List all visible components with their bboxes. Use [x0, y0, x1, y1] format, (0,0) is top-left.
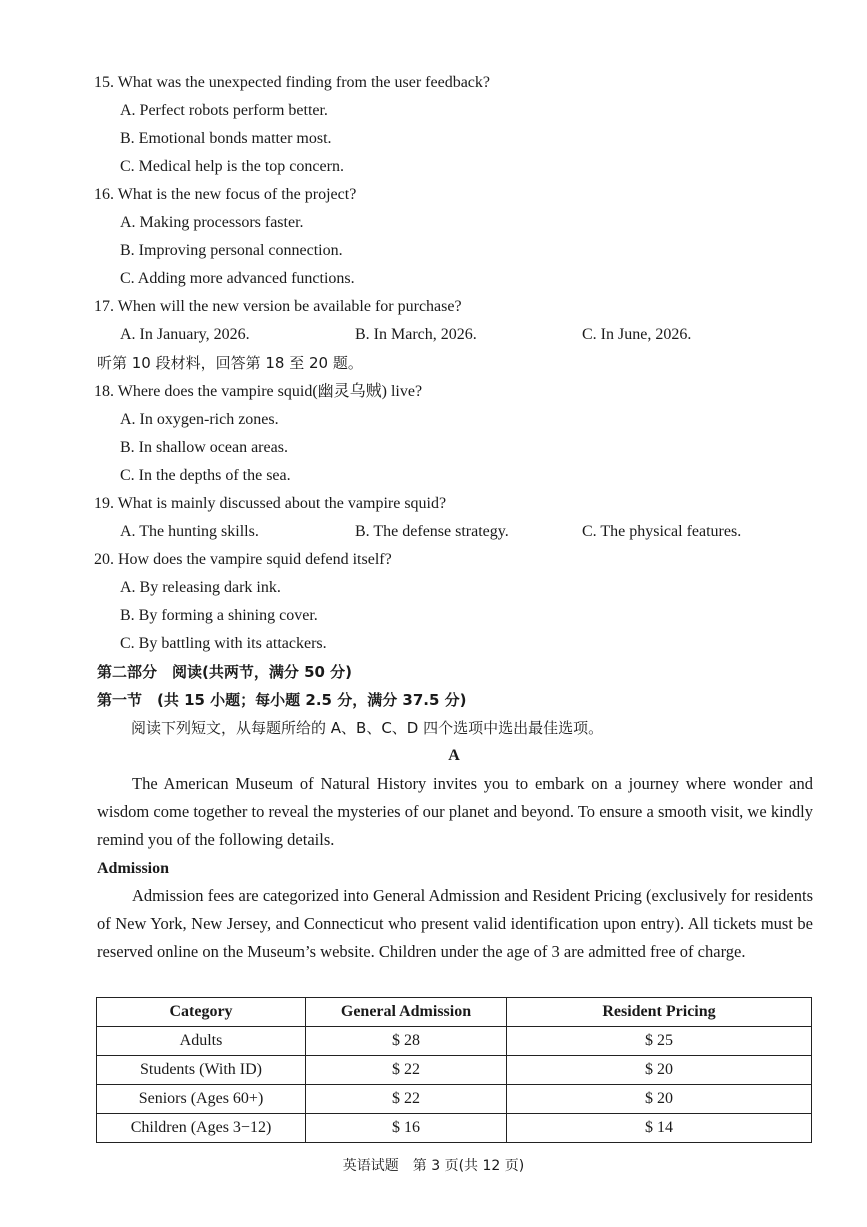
- row-general-price: $ 22: [306, 1085, 507, 1114]
- question-15-option-c: C. Medical help is the top concern.: [120, 158, 344, 175]
- question-18-stem: 18. Where does the vampire squid(幽灵乌贼) live?: [94, 383, 423, 400]
- row-category: Students (With ID): [97, 1056, 306, 1085]
- row-category: Children (Ages 3−12): [97, 1114, 306, 1143]
- passage-intro: The American Museum of Natural History invites you to embark on a journey where wonder and wisdom come together to reveal the mysteries of our planet and beyond. To ensure a smooth visit, we kindly remind you of the following details.: [97, 774, 813, 849]
- row-general-price: $ 22: [306, 1056, 507, 1085]
- question-20-option-c: C. By battling with its attackers.: [120, 635, 327, 652]
- table-row: [97, 1085, 812, 1114]
- page-footer: 英语试题 第 3 页(共 12 页): [342, 1158, 525, 1174]
- header-category: Category: [97, 998, 306, 1027]
- admission-text: Admission fees are categorized into General Admission and Resident Pricing (exclusively for residents of New York, New Jersey, and Connecticut who present valid identification upon entry). All tickets must be reserved online on the Museum’s website. Children under the age of 3 are admitted free of charge.: [97, 886, 813, 961]
- table-header-row: [97, 998, 812, 1027]
- row-category: Adults: [97, 1027, 306, 1056]
- question-19-option-b: B. The defense strategy.: [355, 523, 509, 540]
- admission-heading: Admission: [97, 860, 170, 877]
- row-resident-price: $ 25: [507, 1027, 812, 1056]
- question-20-stem: 20. How does the vampire squid defend itself?: [94, 551, 392, 568]
- question-20-option-a: A. By releasing dark ink.: [120, 579, 281, 596]
- question-16-stem: 16. What is the new focus of the project?: [94, 186, 357, 203]
- row-resident-price: $ 20: [507, 1056, 812, 1085]
- question-15-option-a: A. Perfect robots perform better.: [120, 102, 328, 119]
- part-2-title: 第二部分 阅读(共两节，满分 50 分): [97, 663, 353, 681]
- question-17-option-c: C. In June, 2026.: [582, 326, 692, 343]
- section-10-note: 听第 10 段材料，回答第 18 至 20 题。: [97, 354, 363, 372]
- admission-price-table: [96, 997, 812, 1143]
- table-row: [97, 1056, 812, 1085]
- question-18-option-c: C. In the depths of the sea.: [120, 467, 291, 484]
- header-resident-pricing: Resident Pricing: [507, 998, 812, 1027]
- question-19-stem: 19. What is mainly discussed about the vampire squid?: [94, 495, 447, 512]
- row-resident-price: $ 14: [507, 1114, 812, 1143]
- reading-instruction: 阅读下列短文，从每题所给的 A、B、C、D 四个选项中选出最佳选项。: [131, 719, 604, 737]
- passage-letter: A: [448, 747, 460, 764]
- question-18-option-a: A. In oxygen-rich zones.: [120, 411, 279, 428]
- question-16-option-b: B. Improving personal connection.: [120, 242, 343, 259]
- row-general-price: $ 16: [306, 1114, 507, 1143]
- table-row: [97, 1114, 812, 1143]
- question-15-stem: 15. What was the unexpected finding from the user feedback?: [94, 74, 490, 91]
- question-17-stem: 17. When will the new version be available for purchase?: [94, 298, 462, 315]
- question-17-option-a: A. In January, 2026.: [120, 326, 250, 343]
- row-resident-price: $ 20: [507, 1085, 812, 1114]
- question-19-option-a: A. The hunting skills.: [120, 523, 259, 540]
- question-19-option-c: C. The physical features.: [582, 523, 742, 540]
- question-20-option-b: B. By forming a shining cover.: [120, 607, 318, 624]
- row-category: Seniors (Ages 60+): [97, 1085, 306, 1114]
- header-general-admission: General Admission: [306, 998, 507, 1027]
- question-15-option-b: B. Emotional bonds matter most.: [120, 130, 332, 147]
- question-18-option-b: B. In shallow ocean areas.: [120, 439, 288, 456]
- question-17-option-b: B. In March, 2026.: [355, 326, 477, 343]
- section-1-title: 第一节 (共 15 小题；每小题 2.5 分，满分 37.5 分): [97, 691, 467, 709]
- question-16-option-a: A. Making processors faster.: [120, 214, 304, 231]
- table-row: [97, 1027, 812, 1056]
- question-16-option-c: C. Adding more advanced functions.: [120, 270, 355, 287]
- row-general-price: $ 28: [306, 1027, 507, 1056]
